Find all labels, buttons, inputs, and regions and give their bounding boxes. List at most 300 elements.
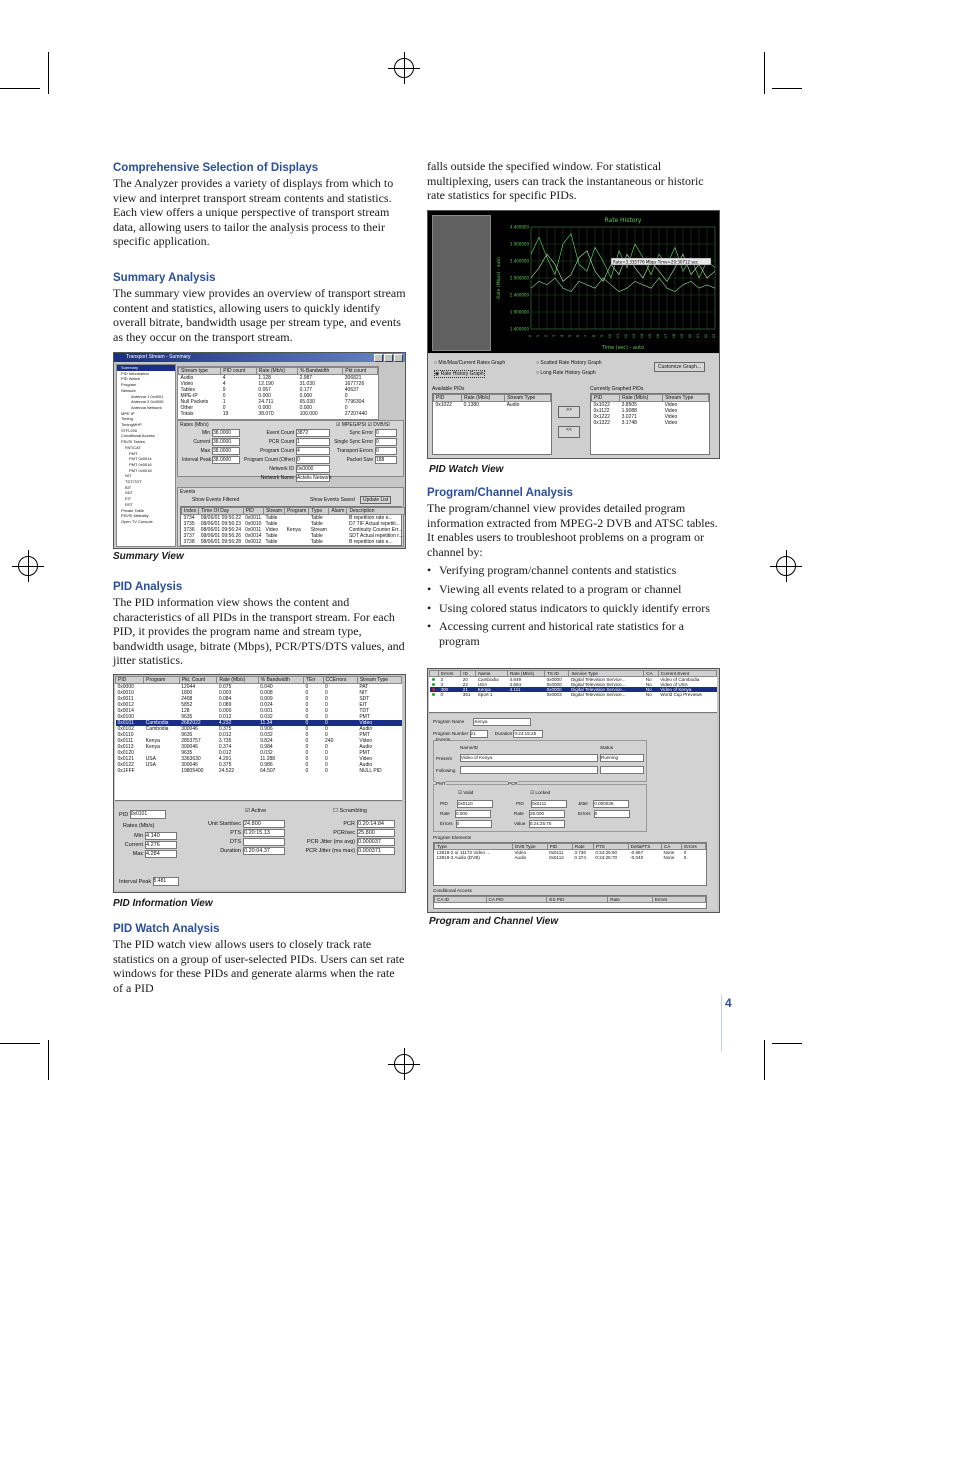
tree-item[interactable]: TDT/TOT — [125, 479, 142, 485]
pid-table — [115, 676, 402, 774]
table-cell: Digital Television Service... — [570, 692, 626, 697]
field-label: Event Count — [266, 430, 294, 437]
registration-mark — [394, 58, 414, 78]
table-cell: 0x0113 — [117, 744, 134, 750]
column-header[interactable]: Pkt. Count — [179, 677, 217, 684]
table-cell: No — [644, 687, 659, 692]
tree-item[interactable]: PSI/SI Tables — [121, 439, 145, 445]
field-row — [119, 841, 179, 850]
table-row[interactable] — [435, 855, 706, 860]
customize-graph-button[interactable]: Customize Graph... — [654, 362, 705, 372]
duration-value: 0:24:15:25 — [514, 731, 537, 736]
tree-item[interactable]: Summary — [117, 365, 175, 371]
table-cell: Table — [265, 515, 278, 521]
field-label: DTS — [230, 839, 241, 846]
table-cell: 0 — [304, 720, 324, 726]
valid-checkbox[interactable]: Valid — [463, 790, 474, 795]
table-cell: 0 — [440, 692, 443, 697]
field-row — [333, 429, 401, 438]
tree-item[interactable]: RST — [125, 501, 133, 507]
table-cell: World Cup Previews — [660, 692, 702, 697]
field-value: 38.0000 — [212, 429, 240, 437]
field-value: 0.000371 — [357, 847, 395, 855]
show-events-filtered[interactable]: Show Events Filtered — [192, 497, 240, 503]
table-cell: 13818-2 or 11172 Video ... — [436, 850, 491, 855]
table-cell: 0x0111 — [549, 850, 564, 855]
table-cell: 0 — [325, 696, 328, 702]
table-cell: 0 — [683, 855, 687, 860]
rate-history-chart — [493, 211, 719, 353]
field-row — [203, 838, 293, 847]
column-header[interactable]: Errors — [438, 671, 460, 677]
tree-item[interactable]: Private Table — [121, 507, 145, 513]
stream-summary-table — [177, 366, 379, 420]
checkbox-label[interactable]: ☑ MPEG/PSI — [336, 422, 368, 428]
column-header[interactable]: Alarm — [329, 508, 347, 515]
conditional-access-table — [434, 896, 706, 903]
table-cell: 0.374 — [574, 855, 586, 860]
field-row — [182, 447, 242, 456]
table-cell: 1.9088 — [621, 408, 637, 414]
table-cell: 0 — [305, 708, 309, 714]
table-cell: Stream — [310, 527, 327, 533]
field-row — [244, 429, 334, 438]
registration-mark — [394, 1054, 414, 1074]
rates-panel — [177, 420, 404, 482]
table-cell: 0.000 — [258, 405, 271, 411]
update-list-button[interactable]: Update List — [360, 496, 391, 504]
field-row — [119, 850, 179, 859]
section-text: The summary view provides an overview of transport stream content and statistics, allowing users to quickly identify overall bitrate, bandwidth usage per stream type, and events as they occur on the transport stream. — [113, 285, 406, 344]
field-row — [333, 456, 401, 465]
pmt-errors-value: 0 — [456, 821, 460, 826]
column-header[interactable]: PID count — [221, 368, 257, 375]
column-header[interactable]: PID — [592, 395, 620, 402]
table-cell: 0.375 — [218, 726, 232, 732]
column-header[interactable]: Program — [144, 677, 180, 684]
table-cell: Cambodia — [144, 720, 180, 726]
table-cell: 0.000 — [299, 405, 313, 411]
table-cell: 31.030 — [299, 381, 315, 387]
field-label: Packet Size — [346, 457, 373, 464]
radio-option[interactable]: ◉ Rate History Graph — [435, 371, 484, 377]
table-cell: 0 — [305, 756, 309, 762]
field-label: PTS — [230, 830, 241, 837]
table-cell: 08/06/01 09:56:28 — [200, 539, 242, 545]
column-header[interactable]: Service Type — [569, 671, 644, 677]
table-row[interactable] — [182, 539, 405, 545]
table-row[interactable] — [434, 402, 551, 409]
table-cell: Audio — [514, 855, 527, 860]
table-cell: 300046 — [181, 762, 198, 768]
column-header[interactable]: Rate (Mb/s) — [256, 368, 297, 375]
program-number-label: Program Number — [433, 731, 469, 737]
table-cell: 08/06/01 09:56:24 — [200, 527, 242, 533]
tree-item[interactable]: Program — [121, 382, 137, 388]
tree-item[interactable]: PMT — [129, 450, 138, 456]
left-column-watch — [113, 923, 406, 995]
x-tick-label: 22 — [704, 333, 708, 339]
tree-item[interactable]: PID Watch — [121, 376, 140, 382]
table-cell: EIT — [359, 702, 368, 708]
column-header[interactable]: Pkt count — [343, 368, 378, 375]
figure-caption: Program and Channel View — [429, 916, 559, 927]
field-row — [333, 447, 401, 456]
x-tick-label: 20 — [688, 333, 692, 339]
pcr-label: PCR — [508, 781, 518, 786]
table-cell: 0x0003 — [546, 692, 562, 697]
table-cell: 65.030 — [299, 399, 315, 405]
table-cell: D7 TIF Actual repetiti... — [348, 521, 400, 527]
window-title: Transport Stream - Summary — [114, 353, 405, 362]
table-cell: 3.8505 — [621, 402, 637, 408]
table-cell: 13818-3 Audio (DVB) — [436, 855, 480, 860]
column-header[interactable]: PTS — [593, 844, 628, 850]
field-value: 24.800 — [243, 820, 285, 828]
pid-rate-fields — [119, 832, 179, 859]
field-label: Min — [134, 833, 143, 840]
table-row[interactable] — [430, 692, 717, 697]
section-text: The program/channel view provides detailed program information extracted from MPEG-2 DVB and ATSC tables. It enables users to troubleshoot problems on a program or channel by: — [427, 501, 718, 559]
column-header[interactable]: Description — [347, 508, 405, 515]
column-header[interactable]: Rate (Mb/s) — [620, 395, 663, 402]
figure-caption: Summary View — [113, 551, 184, 562]
checkbox-label[interactable]: ☑ DVB/SI — [367, 422, 390, 428]
column-header[interactable]: Program — [285, 508, 309, 515]
column-header[interactable]: Rate — [572, 844, 593, 850]
column-header[interactable]: ES PID — [547, 897, 608, 903]
tree-item[interactable]: SDT — [125, 490, 133, 496]
column-header[interactable]: CA — [662, 844, 682, 850]
tree-item[interactable]: PAT/CAT — [125, 444, 141, 450]
field-label: PCR Count — [268, 439, 294, 446]
column-header[interactable]: Errors — [682, 844, 706, 850]
table-cell: 0 — [325, 714, 328, 720]
table-cell: 0 — [305, 714, 309, 720]
table-cell: Video — [664, 402, 678, 408]
rates-label: Rates (Mb/s) — [180, 422, 209, 428]
registration-mark — [776, 556, 796, 576]
column-header[interactable]: % Bandwidth — [298, 368, 343, 375]
table-cell: 0.032 — [260, 714, 273, 720]
rates-label: Rates (Mb/s) — [123, 823, 155, 829]
table-cell: 0x0120 — [117, 750, 134, 756]
table-cell: 128 — [181, 708, 190, 714]
x-tick-label: 5 — [568, 334, 572, 338]
field-label: Duration — [220, 848, 241, 855]
table-cell: 08/06/01 09:56:26 — [200, 533, 242, 539]
table-row[interactable] — [116, 768, 402, 774]
field-value: 0.000037 — [357, 838, 395, 846]
column-header[interactable]: DeltaPTS — [628, 844, 661, 850]
program-number-field[interactable]: 21 — [470, 730, 488, 738]
table-cell: Table — [310, 533, 323, 539]
field-value: 188 — [375, 456, 397, 464]
field-row — [203, 847, 293, 856]
table-header-row — [116, 677, 402, 684]
tree-item[interactable]: Antenna 1 0x4001 — [131, 393, 164, 399]
column-header[interactable]: CA PID — [486, 897, 547, 903]
pid-watch-screenshot — [427, 210, 720, 459]
table-cell: 2.987 — [299, 375, 313, 381]
program-name-value: Kenya — [474, 719, 488, 724]
radio-option[interactable]: ○ Min/Max/Current Rates Graph — [434, 360, 506, 366]
radio-option[interactable]: ○ Long Rate History Graph — [536, 370, 596, 376]
table-cell — [285, 539, 309, 545]
x-tick-label: 0 — [528, 334, 532, 338]
tree-item[interactable]: Conditional Access — [121, 433, 155, 439]
tree-item[interactable]: Timing — [121, 416, 133, 422]
table-cell: SDT — [359, 696, 370, 702]
table-cell: 3.0271 — [621, 414, 637, 420]
field-value: 38.0000 — [212, 447, 240, 455]
add-pid-button[interactable]: >> — [558, 406, 580, 418]
show-events-saved[interactable]: Show Events Saved — [310, 497, 355, 503]
field-label: Network Name — [260, 475, 294, 482]
table-cell: 08/06/01 09:56:22 — [200, 515, 242, 521]
table-cell: 0 — [305, 768, 309, 774]
column-header[interactable]: Stream Type — [663, 395, 709, 402]
table-cell: Table — [310, 521, 323, 527]
summary-view-screenshot — [113, 352, 406, 549]
left-column-pid — [113, 581, 406, 668]
table-cell: 0.009 — [260, 696, 273, 702]
bullet-item: • Verifying program/channel contents and statistics — [427, 563, 720, 578]
locked-checkbox[interactable]: Locked — [535, 790, 551, 795]
y-tick-label: 4.400000 — [509, 224, 529, 230]
column-header[interactable]: Stream — [263, 508, 284, 515]
column-header[interactable]: Rate (Mb/s) — [217, 677, 258, 684]
table-cell: 0.040 — [260, 684, 273, 690]
section-heading: PID Analysis — [113, 581, 183, 593]
tree-item[interactable]: PMT 0x0016 — [129, 461, 152, 467]
column-header[interactable]: Current Event — [658, 671, 716, 677]
table-cell: 0.984 — [260, 744, 273, 750]
column-header[interactable]: Type — [435, 844, 513, 850]
column-header[interactable]: Stream Type — [505, 395, 551, 402]
tree-item[interactable]: PMT 0x0018 — [129, 467, 152, 473]
field-label: Current — [193, 439, 210, 446]
column-header[interactable]: PID — [434, 395, 462, 402]
tree-item[interactable]: STR-290 — [121, 427, 138, 433]
tree-item[interactable]: Antenna 2 0x4005 — [131, 399, 164, 405]
status-dot-icon — [432, 678, 435, 681]
column-header[interactable]: Rate (Mb/s) — [462, 395, 505, 402]
column-header[interactable]: DVB Type — [512, 844, 547, 850]
column-header[interactable]: TErr — [304, 677, 324, 684]
table-cell: Video — [664, 408, 678, 414]
field-label: PCR/sec — [333, 830, 355, 837]
tree-item[interactable]: EIT — [125, 496, 132, 502]
field-label: Min — [201, 430, 210, 437]
remove-pid-button[interactable]: << — [558, 426, 580, 438]
table-cell: 1800 — [181, 690, 193, 696]
field-label: Transport Errors — [336, 448, 373, 455]
column-header[interactable]: Stream Type — [357, 677, 401, 684]
tree-item[interactable]: BIT — [125, 484, 132, 490]
table-cell: PMT — [359, 750, 370, 756]
figure-caption: PID Watch View — [429, 464, 504, 475]
column-header[interactable]: TS ID — [545, 671, 569, 677]
table-cell: 0.008 — [260, 690, 273, 696]
scrambling-label[interactable]: Scrambling — [339, 808, 367, 814]
active-label[interactable]: Active — [251, 808, 267, 814]
table-row[interactable] — [179, 411, 378, 417]
field-row — [182, 438, 242, 447]
field-row — [297, 820, 397, 829]
field-label: Interval Peak — [182, 457, 212, 464]
table-cell: 0 — [305, 696, 309, 702]
table-cell: 4 — [222, 375, 226, 381]
tree-item[interactable]: PSI/SI Metrality — [121, 513, 149, 519]
table-cell: 1677726 — [344, 381, 365, 387]
x-tick-label: 11 — [616, 333, 620, 339]
column-header[interactable]: Time Of Day — [199, 508, 243, 515]
pid-select[interactable]: 0x0101 — [130, 810, 166, 819]
table-header-row — [182, 508, 405, 515]
tree-item[interactable]: PID Information — [121, 370, 149, 376]
column-header[interactable]: PID — [547, 844, 572, 850]
table-cell: 0x0121 — [117, 756, 134, 762]
tree-item[interactable]: NIT — [125, 473, 132, 479]
column-header[interactable]: ID — [461, 671, 476, 677]
column-header[interactable]: Name — [476, 671, 508, 677]
column-header[interactable]: PID — [116, 677, 144, 684]
table-cell: Table — [265, 521, 278, 527]
x-tick-label: 10 — [608, 333, 612, 339]
table-cell: 0 — [344, 393, 348, 399]
stream-table — [178, 367, 378, 417]
bullet-list — [427, 563, 720, 648]
table-cell: 5852 — [181, 702, 193, 708]
table-cell: PMT — [359, 732, 370, 738]
field-value: 4.276 — [145, 841, 177, 849]
table-cell: 0 — [305, 744, 309, 750]
table-cell: 4.291 — [218, 756, 232, 762]
column-header[interactable]: Rate (Mb/s) — [508, 671, 545, 677]
table-cell: 12.190 — [258, 381, 274, 387]
column-header[interactable]: CA — [644, 671, 659, 677]
column-header[interactable]: Type — [309, 508, 329, 515]
table-cell: 0 — [325, 768, 328, 774]
tree-item[interactable]: Network — [121, 387, 136, 393]
table-cell: 0x0010 — [117, 690, 134, 696]
window-controls — [373, 354, 403, 364]
table-cell: 27207440 — [344, 411, 368, 417]
tree-item[interactable]: Antenna Network — [131, 404, 162, 410]
y-tick-label: 3.900000 — [509, 241, 529, 247]
column-header[interactable]: % Bandwidth — [258, 677, 303, 684]
field-label: Sync Error — [349, 430, 373, 437]
event-table — [181, 507, 405, 545]
table-cell: 0 — [222, 393, 226, 399]
nav-tree — [116, 364, 176, 547]
table-cell: 0x0010 — [245, 521, 262, 527]
tree-item[interactable]: MPE IP — [121, 410, 135, 416]
table-cell: Digital Television Service... — [569, 687, 644, 692]
y-tick-label: 2.900000 — [509, 275, 529, 281]
bullet-item: • Using colored status indicators to quickly identify errors — [427, 601, 720, 616]
figure-caption: PID Information View — [113, 898, 213, 909]
tree-item[interactable]: TimingMHP — [121, 422, 142, 428]
table-cell: 0x0110 — [117, 732, 134, 738]
table-cell: 0x0112 — [549, 855, 564, 860]
table-cell: 0 — [325, 708, 328, 714]
interval-peak-value: 5.481 — [153, 877, 179, 886]
table-cell: 0x0122 — [117, 762, 134, 768]
field-label: Unit Start/sec — [207, 821, 241, 828]
table-cell: 0.000 — [299, 393, 313, 399]
table-cell: Video — [359, 756, 373, 762]
table-cell: Video — [664, 420, 678, 426]
table-cell: 0x0111 — [117, 738, 134, 744]
field-row — [244, 456, 334, 465]
table-cell — [329, 539, 347, 545]
y-tick-label: 1.400000 — [509, 326, 529, 332]
y-tick-label: 2.400000 — [509, 292, 529, 298]
present-label: Present — [436, 756, 452, 761]
column-header[interactable]: PID — [243, 508, 263, 515]
table-cell: Audio — [359, 762, 373, 768]
table-cell: 2682022 — [179, 720, 217, 726]
tree-item[interactable]: PMT 0x0014 — [129, 456, 152, 462]
table-cell: TDT — [359, 708, 370, 714]
events-panel — [177, 487, 404, 547]
table-row[interactable] — [592, 420, 709, 426]
column-header[interactable]: Rate — [608, 897, 653, 903]
table-cell: 0 — [305, 738, 309, 744]
interval-peak-label: Interval Peak — [119, 878, 152, 885]
table-cell: 3.736 — [574, 850, 586, 855]
field-value: 0 — [375, 447, 397, 455]
table-cell: 4.111 — [508, 687, 545, 692]
column-header[interactable]: Errors — [652, 897, 705, 903]
field-label: PCR Jitter (ms avg) — [307, 839, 355, 846]
x-tick-label: 21 — [696, 333, 700, 339]
table-cell: Video — [664, 414, 678, 420]
bullet-item: • Viewing all events related to a program or channel — [427, 582, 720, 597]
status-dot-icon — [432, 693, 435, 696]
table-cell: B repetition rate e... — [348, 539, 393, 545]
y-tick-label: 1.900000 — [509, 309, 529, 315]
table-cell: 0.1380 — [463, 402, 479, 408]
table-cell: 0 — [325, 702, 328, 708]
available-pids-label: Available PIDs — [432, 386, 465, 392]
table-cell: 0.375 — [218, 762, 232, 768]
tree-item[interactable]: Open TV Console — [121, 518, 153, 524]
column-header[interactable]: Stream type — [179, 368, 221, 375]
pcr-errors-label: Errors — [578, 811, 591, 817]
column-header[interactable]: Index — [182, 508, 199, 515]
field-row — [333, 438, 401, 447]
crop-mark — [0, 88, 40, 89]
section-text: The Analyzer provides a variety of displays from which to view and interpret transport stream contents and statistics. Each view offers a unique perspective of transport stream data, allowing users to tailor the analysis process to their specific application. — [113, 176, 394, 249]
table-cell: 306821 — [344, 375, 362, 381]
x-tick-label: 7 — [584, 334, 588, 338]
radio-option[interactable]: ○ Scatted Rate History Graph — [536, 360, 602, 366]
pmt-label: PMT — [436, 781, 446, 786]
pid-label: PID — [119, 811, 129, 818]
column-header[interactable]: CA ID — [435, 897, 487, 903]
table-header-row — [434, 395, 551, 402]
field-row — [244, 474, 334, 483]
table-cell: 0.067 — [258, 387, 271, 393]
field-label: Current — [124, 842, 143, 849]
present-status: Running — [601, 755, 619, 760]
column-header[interactable]: CCErrors — [323, 677, 357, 684]
psi-checkboxes — [336, 422, 390, 428]
field-row — [244, 438, 334, 447]
